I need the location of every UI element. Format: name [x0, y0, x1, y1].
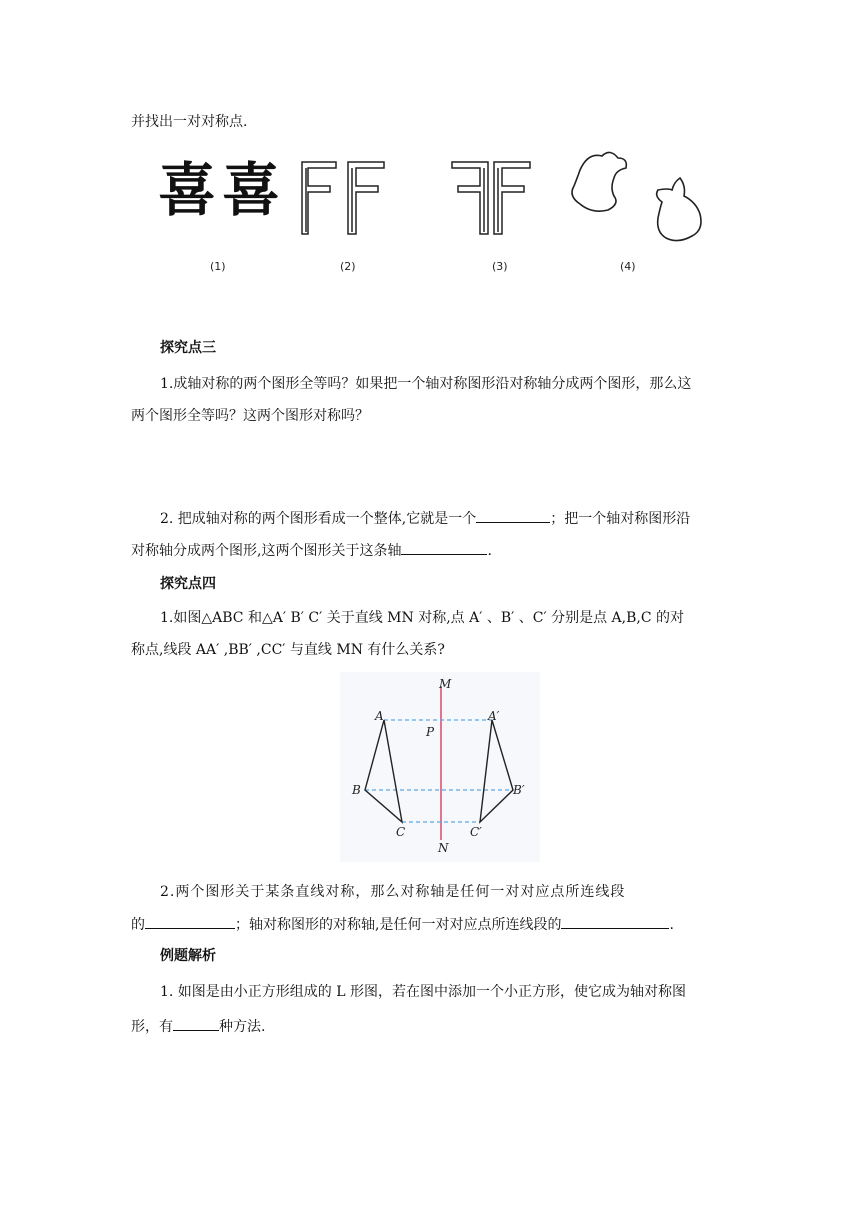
- answer-blank-2[interactable]: [401, 540, 487, 555]
- label-p: P: [426, 725, 435, 739]
- answer-blank-5[interactable]: [173, 1016, 219, 1031]
- label-b: B: [352, 783, 361, 797]
- section3-q2-text-b: ；把一个轴对称图形沿: [550, 511, 691, 527]
- intro-line: 并找出一对对称点.: [131, 114, 248, 130]
- label-a-prime: A′: [488, 709, 500, 723]
- label-a: A: [375, 709, 384, 723]
- label-n: N: [438, 841, 449, 855]
- section3-q2-line2: [131, 540, 492, 561]
- section4-q2-line1: 2.两个图形关于某条直线对称，那么对称轴是任何一对对应点所连线段: [160, 884, 626, 900]
- blob-shape-right: [657, 178, 701, 241]
- examples-heading: 例题解析: [160, 948, 216, 964]
- caption-1: (1): [210, 260, 226, 273]
- caption-3: (3): [492, 260, 508, 273]
- section3-q1-line2: 两个图形全等吗？这两个图形对称吗？: [131, 408, 369, 424]
- char-shape-left: 喜: [158, 156, 217, 224]
- section3-q2-line1: [160, 508, 690, 529]
- label-c-prime: C′: [470, 825, 482, 839]
- example1-line1: 1. 如图是由小正方形组成的 L 形图，若在图中添加一个小正方形，使它成为轴对称图: [160, 984, 687, 1000]
- example1-line2: [131, 1016, 265, 1037]
- answer-blank-4[interactable]: [561, 914, 669, 929]
- period: .: [487, 543, 492, 559]
- label-b-prime: B′: [513, 783, 525, 797]
- label-c: C: [396, 825, 406, 839]
- section4-heading: 探究点四: [160, 576, 216, 592]
- section3-q2-line2-text: 对称轴分成两个图形,这两个图形关于这条轴: [131, 543, 402, 559]
- section3-q2-text-a: 2. 把成轴对称的两个图形看成一个整体,它就是一个: [160, 511, 477, 527]
- section4-q2-line2: [131, 914, 674, 935]
- section3-heading: 探究点三: [160, 340, 216, 356]
- section4-q1-line1: 1.如图△ABC 和△A′ B′ C′ 关于直线 MN 对称,点 A′ 、B′ 、C′ 分别是点 A,B,C 的对: [160, 610, 685, 626]
- blob-shape-left: [572, 152, 626, 211]
- period: .: [669, 917, 674, 933]
- answer-blank-1[interactable]: [476, 508, 550, 523]
- section4-q1-line2: 称点,线段 AA′ ,BB′ ,CC′ 与直线 MN 有什么关系?: [131, 642, 445, 658]
- symmetry-diagram: [340, 672, 540, 862]
- label-m: M: [439, 677, 452, 691]
- caption-2: (2): [340, 260, 356, 273]
- answer-blank-3[interactable]: [145, 914, 235, 929]
- section4-q2-text-a: 的: [131, 917, 145, 933]
- caption-4: (4): [620, 260, 636, 273]
- symmetry-figure: [150, 140, 710, 280]
- section4-q2-text-b: ；轴对称图形的对称轴,是任何一对对应点所连线段的: [235, 917, 562, 933]
- ff-shape: [150, 140, 710, 250]
- section3-q1-line1: 1.成轴对称的两个图形全等吗？如果把一个轴对称图形沿对称轴分成两个图形，那么这: [160, 376, 692, 392]
- char-shape-right: 喜: [222, 156, 281, 224]
- example1-text-b: 种方法.: [219, 1019, 266, 1035]
- example1-text-a: 形，有: [131, 1019, 173, 1035]
